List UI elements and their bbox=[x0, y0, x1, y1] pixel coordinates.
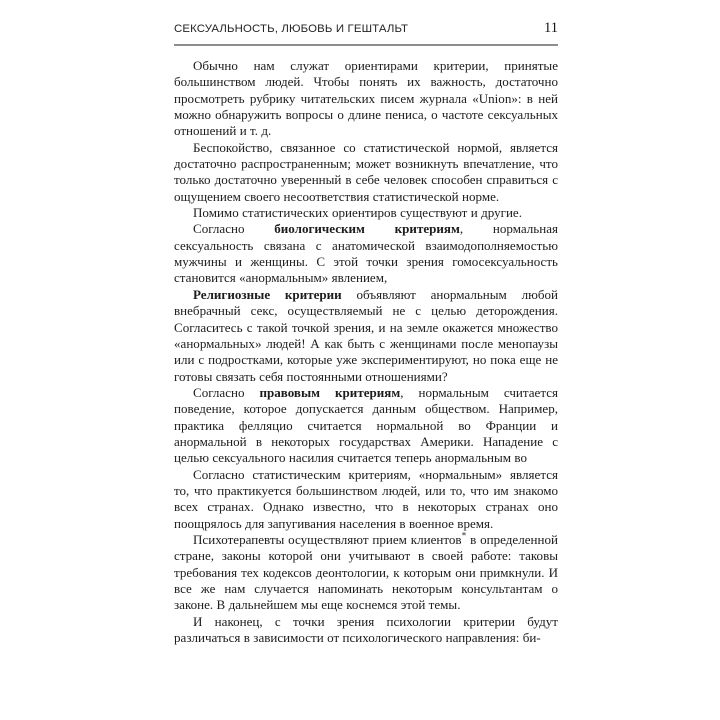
body-text-block bbox=[174, 58, 558, 646]
running-head-title: СЕКСУАЛЬНОСТЬ, ЛЮБОВЬ И ГЕШТАЛЬТ bbox=[174, 23, 409, 35]
paragraph: Психотерапевты осуществляют прием клиентов* в определенной стране, законы которой они учитывают в своей работе: таковы требования тех кодексов деонтологии, к которым они примкнули. И все же нам случается напоминать некоторым консультантам о законе. В дальнейшем мы еще коснемся этой темы. bbox=[174, 531, 558, 613]
paragraph: Согласно биологическим критериям, нормальная сексуальность связана с анатомической взаимодополняемостью мужчины и женщины. С этой точки зрения гомосексуальность становится «анормальным» явлением, bbox=[174, 221, 558, 286]
paragraph: Согласно статистическим критериям, «нормальным» является то, что практикуется большинством людей, или то, что им знакомо всех странах. Однако известно, что в некоторых странах оно поощрялось для запугивания населения в военное время. bbox=[174, 466, 558, 531]
paragraph: Согласно правовым критериям, нормальным считается поведение, которое допускается данным обществом. Например, практика фелляцио считается нормальной во Франции и анормальной в некоторых государствах Америки. Нападение с целью сексуального насилия считается теперь анормальным во bbox=[174, 384, 558, 466]
paragraph: Помимо статистических ориентиров существуют и другие. bbox=[193, 205, 522, 221]
page-number: 11 bbox=[544, 20, 558, 36]
paragraph: Религиозные критерии объявляют анормальным любой внебрачный секс, осуществляемый не с целью деторождения. Согласитесь с такой точкой зрения, и на земле окажется множество «анормальных» людей! А как быть с женщинами после менопаузы или с подростками, которые уже экспериментируют, но пока еще не готовы связать себя постоянными отношениями? bbox=[174, 286, 558, 384]
paragraph: Беспокойство, связанное со статистической нормой, является достаточно распространенным; может возникнуть впечатление, что только достаточно уверенный в себе человек способен справиться с ощущением своего несоответствия статистической норме. bbox=[174, 139, 558, 204]
paragraph: Обычно нам служат ориентирами критерии, принятые большинством людей. Чтобы понять их важность, достаточно просмотреть рубрику читательских писем журнала «Union»: в ней можно обнаружить вопросы о длине пениса, о частоте сексуальных отношений и т. д. bbox=[174, 58, 558, 139]
running-head bbox=[174, 21, 558, 36]
paragraph: И наконец, с точки зрения психологии критерии будут различаться в зависимости от психологического направления: би- bbox=[174, 613, 558, 646]
header-rule-divider bbox=[174, 44, 558, 46]
